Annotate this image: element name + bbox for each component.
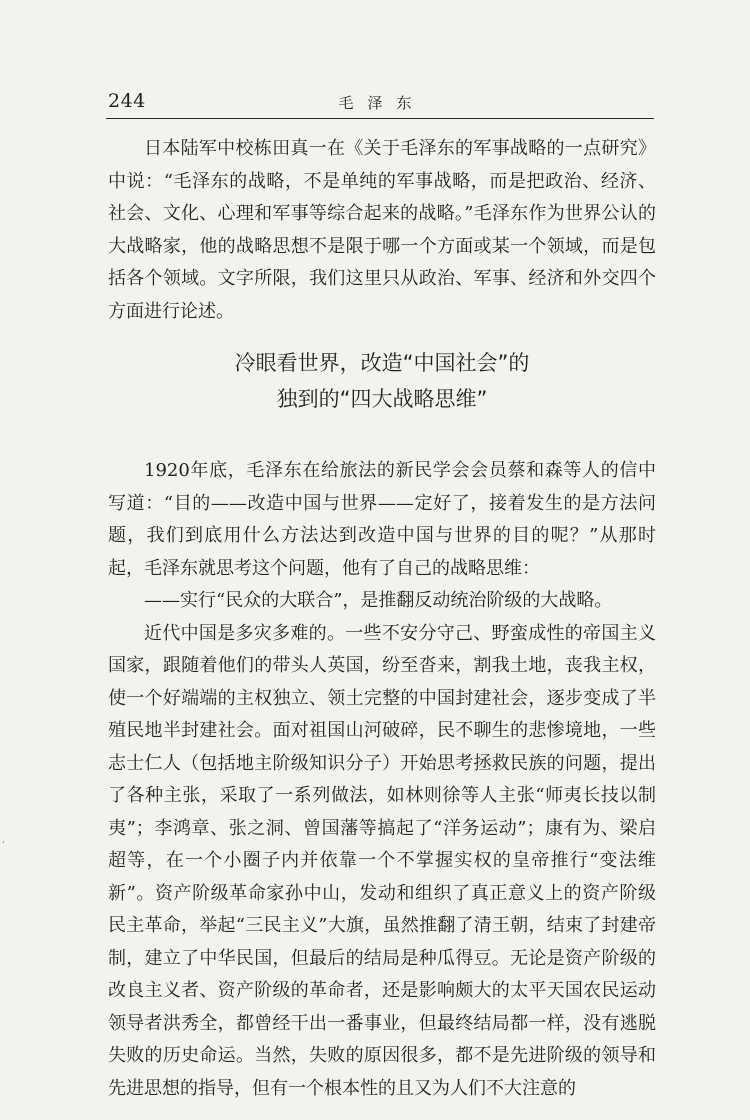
header-rule [106, 118, 654, 119]
intro-paragraph: 日本陆军中校栋田真一在《关于毛泽东的军事战略的一点研究》中说：“毛泽东的战略，不是单纯的军事战略，而是把政治、经济、社会、文化、心理和军事等综合起来的战略。”毛泽东作为世界公认的大战略家，他的战略思想不是限于哪一个方面或某一个领域，而是包括各个领域。文字所限，我们这里只从政治、军事、经济和外交四个方面进行论述。 [108, 138, 656, 322]
section-heading-line-2: 独到的“四大战略思维” [276, 387, 488, 411]
main-text [108, 455, 656, 1105]
page-number: 244 [108, 90, 146, 112]
body-paragraph-1: 1920年底，毛泽东在给旅法的新民学会会员蔡和森等人的信中写道：“目的——改造中国与世界——定好了，接着发生的是方法问题，我们到底用什么方法达到改造中国与世界的目的呢？”从那时起，毛泽东就思考这个问题，他有了自己的战略思维： [108, 460, 656, 579]
body-paragraph-3: 近代中国是多灾多难的。一些不安分守己、野蛮成性的帝国主义国家，跟随着他们的带头人英国，纷至沓来，割我土地，丧我主权，使一个好端端的主权独立、领土完整的中国封建社会，逐步变成了半殖民地半封建社会。面对祖国山河破碎，民不聊生的悲惨境地，一些志士仁人（包括地主阶级知识分子）开始思考拯救民族的问题，提出了各种主张，采取了一系列做法，如林则徐等人主张“师夷长技以制夷”；李鸿章、张之洞、曾国藩等搞起了“洋务运动”；康有为、梁启超等，在一个小圈子内并依靠一个不掌握实权的皇帝推行“变法维新”。资产阶级革命家孙中山，发动和组织了真正意义上的资产阶级民主革命，举起“三民主义”大旗，虽然推翻了清王朝，结束了封建帝制，建立了中华民国，但最后的结局是种瓜得豆。无论是资产阶级的改良主义者、资产阶级的革命者，还是影响颇大的太平天国农民运动领导者洪秀全，都曾经干出一番事业，但最终结局都一样，没有逃脱失败的历史命运。当然，失败的原因很多，都不是先进阶级的领导和先进思想的指导，但有一个根本性的且又为人们不大注意的 [108, 622, 656, 1099]
section-heading [108, 345, 656, 417]
running-head-title: 毛泽东 [338, 94, 426, 112]
intro-text [108, 133, 656, 328]
body-paragraph-2: ——实行“民众的大联合”，是推翻反动统治阶级的大战略。 [144, 590, 613, 611]
margin-mark: , [2, 835, 5, 845]
section-heading-line-1: 冷眼看世界，改造“中国社会”的 [234, 351, 530, 375]
